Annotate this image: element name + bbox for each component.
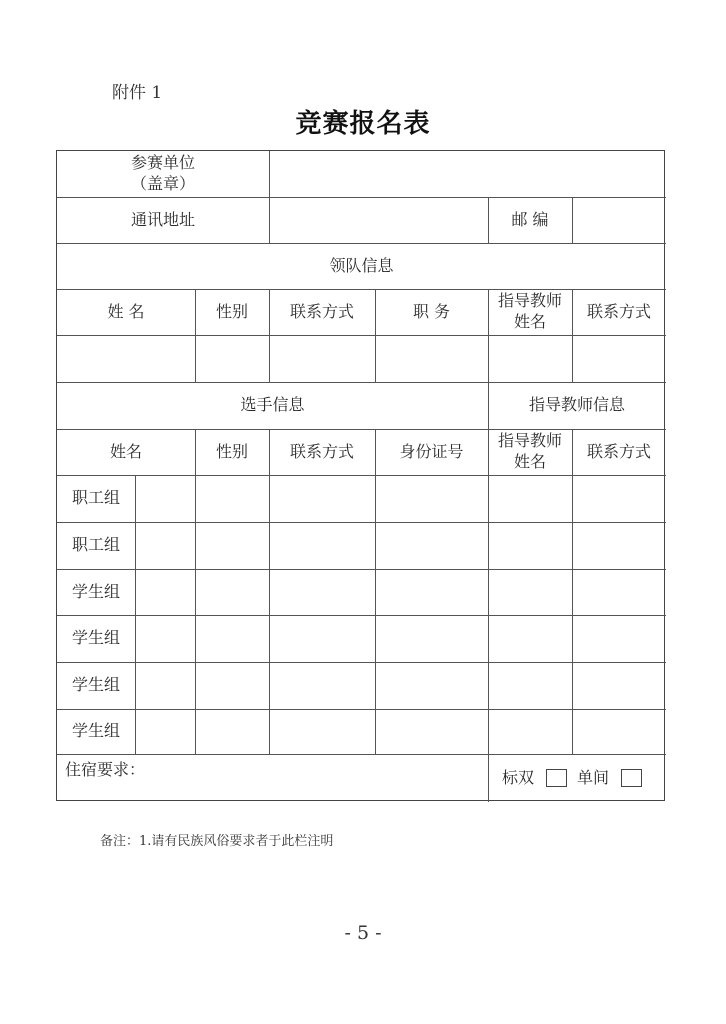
player-row-group-label: 职工组 xyxy=(71,488,120,508)
unit-value-field[interactable] xyxy=(269,151,666,197)
leader-header-gender: 性别 xyxy=(215,301,248,321)
leader-name-field[interactable] xyxy=(57,335,195,382)
leader-header-contact: 联系方式 xyxy=(289,301,354,321)
postcode-value-field[interactable] xyxy=(572,197,666,243)
address-label: 通讯地址 xyxy=(130,209,195,229)
leader-header-position: 职 务 xyxy=(412,301,451,321)
leader-header-teacher-line2: 姓名 xyxy=(513,312,546,331)
leader-section-title: 领队信息 xyxy=(329,255,394,275)
lodging-single-label: 单间 xyxy=(577,767,610,787)
players-header-name: 姓名 xyxy=(109,441,142,461)
players-header-teacher-line1: 指导教师 xyxy=(497,431,562,451)
leader-position-field[interactable] xyxy=(375,335,488,382)
player-row-group-label: 学生组 xyxy=(71,675,120,695)
registration-form-table xyxy=(56,150,665,801)
leader-teacher-name-field[interactable] xyxy=(488,335,572,382)
players-header-teacher-contact: 联系方式 xyxy=(586,441,651,461)
attachment-label: 附件 1 xyxy=(112,83,163,103)
address-value-field[interactable] xyxy=(269,197,488,243)
leader-gender-field[interactable] xyxy=(195,335,269,382)
lodging-standard-label: 标双 xyxy=(501,767,534,787)
leader-contact-field[interactable] xyxy=(269,335,375,382)
lodging-single-checkbox[interactable] xyxy=(621,769,642,787)
players-header-id: 身份证号 xyxy=(399,441,464,461)
unit-label-line1: 参赛单位 xyxy=(130,153,195,173)
leader-header-teacher xyxy=(488,289,572,335)
leader-header-name: 姓 名 xyxy=(107,301,145,321)
leader-header-teacher-line1: 指导教师 xyxy=(497,291,562,311)
players-header-gender: 性别 xyxy=(215,441,248,461)
footnote: 备注：1.请有民族风俗要求者于此栏注明 xyxy=(100,834,334,849)
players-section-title: 选手信息 xyxy=(240,395,305,415)
player-row-group-label: 学生组 xyxy=(71,721,120,741)
teacher-section-title: 指导教师信息 xyxy=(528,395,625,415)
player-row-group-label: 学生组 xyxy=(71,628,120,648)
postcode-label: 邮 编 xyxy=(511,209,549,229)
form-title: 竞赛报名表 xyxy=(295,109,431,139)
players-header-teacher xyxy=(488,429,572,475)
players-header-contact: 联系方式 xyxy=(289,441,354,461)
unit-label-line2: （盖章） xyxy=(130,174,195,193)
leader-header-teacher-contact: 联系方式 xyxy=(586,301,651,321)
page-number: - 5 - xyxy=(344,922,382,944)
unit-label xyxy=(57,151,269,197)
leader-teacher-contact-field[interactable] xyxy=(572,335,666,382)
player-row-group-label: 学生组 xyxy=(71,581,120,601)
player-row-group-label: 职工组 xyxy=(71,535,120,555)
lodging-standard-checkbox[interactable] xyxy=(546,769,567,787)
players-header-teacher-line2: 姓名 xyxy=(513,452,546,471)
lodging-label: 住宿要求： xyxy=(65,760,146,779)
lodging-options xyxy=(488,754,666,802)
